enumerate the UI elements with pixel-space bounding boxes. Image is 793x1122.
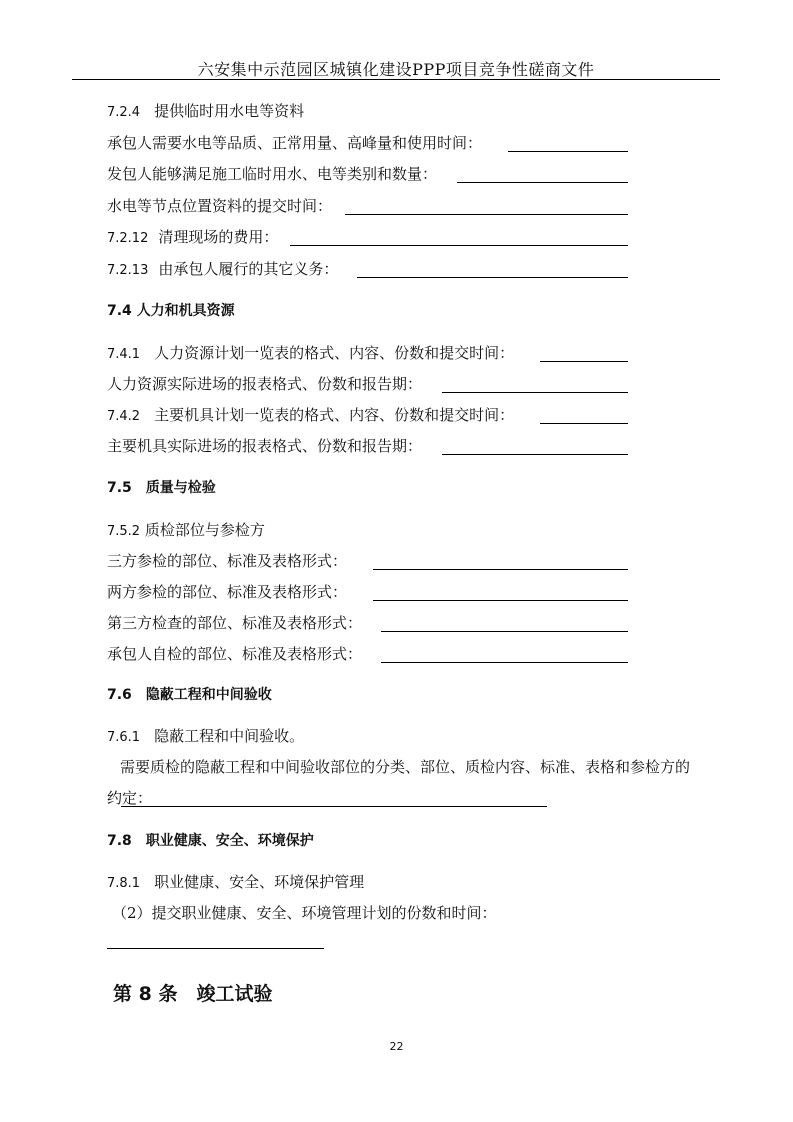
section-7-8-1 [107, 872, 364, 894]
section-7-6-1 [107, 726, 304, 748]
field-label: 由承包人履行的其它义务： [158, 260, 339, 278]
field-self-check-label: 承包人自检的部位、标准及表格形式： [107, 645, 363, 663]
section-7-5-2 [107, 520, 265, 542]
field-water-quality-blank[interactable] [508, 151, 628, 152]
field-self-check-blank[interactable] [381, 662, 628, 663]
field-employer-supply-blank[interactable] [457, 182, 628, 183]
heading-title: 质量与检验 [145, 480, 216, 496]
heading-7-5 [107, 477, 216, 497]
field-label: 清理现场的费用： [158, 228, 279, 246]
section-number: 7.6.1 [107, 730, 141, 745]
hidden-works-text-line2: 约定： [107, 789, 153, 807]
section-title: 质检部位与参检方 [144, 521, 265, 539]
field-third-party-label: 第三方检查的部位、标准及表格形式： [107, 614, 363, 632]
header-rule [72, 79, 720, 80]
field-two-party-blank[interactable] [373, 600, 628, 601]
section-7-2-4 [107, 101, 304, 123]
section-title: 提供临时用水电等资料 [154, 102, 305, 120]
field-node-time-label: 水电等节点位置资料的提交时间： [107, 197, 333, 215]
section-title: 职业健康、安全、环境保护管理 [154, 873, 365, 891]
heading-title: 人力和机具资源 [136, 303, 235, 319]
field-hidden-works-blank[interactable] [121, 806, 547, 807]
field-env-plan-blank[interactable] [107, 948, 324, 949]
field-employer-supply-label: 发包人能够满足施工临时用水、电等类别和数量： [107, 165, 438, 183]
section-number: 7.4.2 [107, 409, 141, 424]
heading-number: 7.6 [107, 687, 132, 703]
field-two-party-label: 两方参检的部位、标准及表格形式： [107, 583, 348, 601]
section-7-4-1 [107, 343, 514, 365]
field-env-plan-label: （2）提交职业健康、安全、环境管理计划的份数和时间： [112, 904, 497, 922]
heading-7-6 [107, 684, 272, 704]
section-number: 7.2.12 [107, 231, 149, 246]
field-node-time-blank[interactable] [345, 214, 628, 215]
field-machinery-report-label: 主要机具实际进场的报表格式、份数和报告期： [107, 437, 423, 455]
field-other-obligations-blank[interactable] [357, 277, 628, 278]
section-number: 7.4.1 [107, 347, 141, 362]
heading-7-8 [107, 830, 314, 850]
heading-title: 职业健康、安全、环境保护 [145, 833, 314, 849]
field-hr-plan-blank[interactable] [540, 361, 628, 362]
field-hr-report-blank[interactable] [442, 392, 628, 393]
section-7-2-13 [107, 259, 338, 281]
section-7-4-2 [107, 405, 514, 427]
heading-7-4 [107, 300, 235, 320]
section-number: 7.8.1 [107, 876, 141, 891]
heading-title: 隐蔽工程和中间验收 [145, 687, 272, 703]
field-three-party-label: 三方参检的部位、标准及表格形式： [107, 552, 348, 570]
document-title: 六安集中示范园区城镇化建设PPP项目竞争性磋商文件 [197, 60, 595, 79]
heading-number: 7.4 [107, 303, 132, 319]
article-8-heading: 第 8 条 竣工试验 [113, 983, 273, 1005]
section-number: 7.2.13 [107, 263, 149, 278]
section-title: 隐蔽工程和中间验收。 [154, 727, 305, 745]
field-cleanup-cost-blank[interactable] [290, 245, 628, 246]
field-third-party-blank[interactable] [381, 631, 628, 632]
field-machinery-plan-blank[interactable] [540, 423, 628, 424]
section-7-2-12 [107, 227, 278, 249]
page-number: 22 [389, 1040, 404, 1053]
section-number: 7.2.4 [107, 105, 141, 120]
field-label: 主要机具计划一览表的格式、内容、份数和提交时间： [154, 406, 515, 424]
field-three-party-blank[interactable] [373, 569, 628, 570]
field-label: 人力资源计划一览表的格式、内容、份数和提交时间： [154, 344, 515, 362]
heading-number: 7.5 [107, 480, 132, 496]
field-water-quality-label: 承包人需要水电等品质、正常用量、高峰量和使用时间： [107, 134, 483, 152]
section-number: 7.5.2 [107, 524, 141, 539]
heading-number: 7.8 [107, 833, 132, 849]
hidden-works-text-line1: 需要质检的隐蔽工程和中间验收部位的分类、部位、质检内容、标准、表格和参检方的 [120, 758, 691, 776]
field-machinery-report-blank[interactable] [442, 454, 628, 455]
field-hr-report-label: 人力资源实际进场的报表格式、份数和报告期： [107, 375, 423, 393]
